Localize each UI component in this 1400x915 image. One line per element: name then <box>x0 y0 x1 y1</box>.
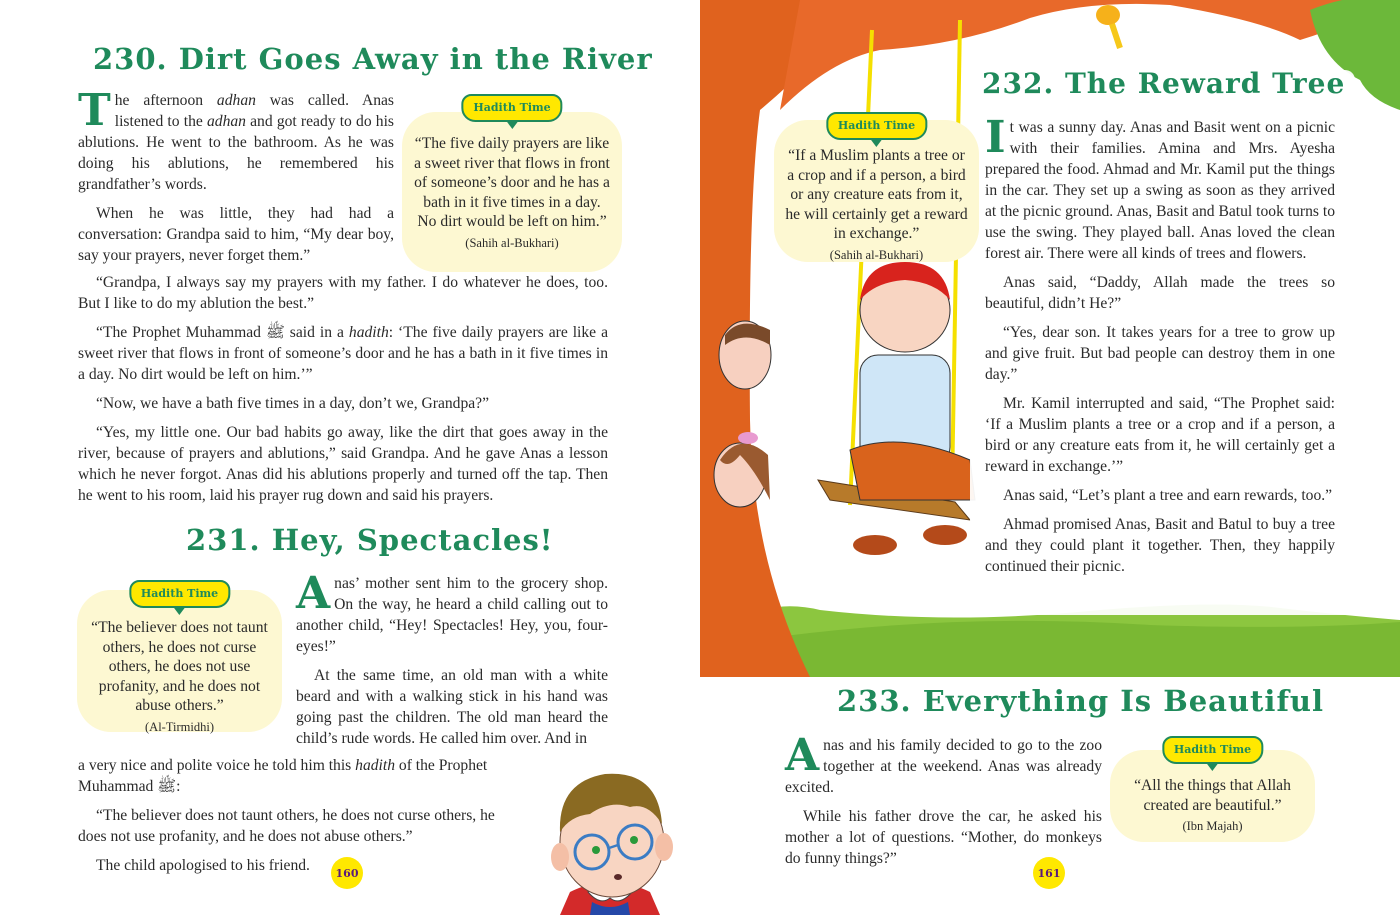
hadith-quote: “The five daily prayers are like a sweet river that flows in front of someone’s door and he has a bath in it five times in a day. No dirt would be left on him.” <box>414 135 610 230</box>
page-number-161: 161 <box>1033 857 1065 889</box>
hadith-source: (Sahih al-Bukhari) <box>465 235 559 250</box>
drop-cap: T <box>78 85 111 136</box>
paragraph: It was a sunny day. Anas and Basit went on a picnic with their families. Amina and Mrs. Ayesha prepared the food. Ahmad and Mr. Kamil put the things in the car. They set up a swing as soon as they arrived at the picnic ground. Anas, Basit and Batul took turns to use the swing. They played ball. Anas loved the clean forest air. There were all kinds of trees and flowers. <box>985 112 1335 262</box>
paragraph: “Grandpa, I always say my prayers with my father. I do whatever he does, too. But I like to do my ablution the best.” <box>78 274 608 312</box>
paragraph: “Now, we have a bath five times in a day, don’t we, Grandpa?” <box>96 395 490 412</box>
boy-with-glasses-illustration <box>530 752 690 915</box>
story-body-232 <box>985 112 1335 585</box>
hadith-box-232 <box>774 120 979 262</box>
drop-cap: A <box>296 568 331 619</box>
paragraph: While his father drove the car, he asked his mother a lot of questions. “Mother, do monkeys do funny things?” <box>785 808 1102 867</box>
hadith-time-badge: Hadith Time <box>1162 736 1263 764</box>
paragraph: The child apologised to his friend. <box>96 857 310 874</box>
paragraph: At the same time, an old man with a white beard and with a walking stick in his hand was going past the children. The old man heard the child’s rude words. He called him over. And in <box>296 667 608 747</box>
story-title-231: 231. Hey, Spectacles! <box>186 523 554 557</box>
drop-cap: I <box>985 112 1006 163</box>
hadith-quote: “The believer does not taunt others, he does not curse others, he does not use profanity, and he does not abuse others.” <box>91 619 268 714</box>
story-body-231-main <box>78 755 518 884</box>
paragraph: Anas said, “Daddy, Allah made the trees so beautiful, didn’t He?” <box>985 274 1335 312</box>
story-body-233 <box>785 730 1102 877</box>
paragraph: Mr. Kamil interrupted and said, “The Prophet said: ‘If a Muslim plants a tree or a crop and if a person, a bird or any creature eats from it, he will certainly get a reward in exchange.’” <box>985 395 1335 475</box>
paragraph: Anas and his family decided to go to the zoo together at the weekend. Anas was already excited. <box>785 730 1102 796</box>
page-number-160: 160 <box>331 857 363 889</box>
story-title-233: 233. Everything Is Beautiful <box>837 684 1325 718</box>
paragraph: “The believer does not taunt others, he does not curse others, he does not use profanity, and he does not abuse others.” <box>78 807 495 845</box>
drop-cap: A <box>785 730 820 781</box>
hadith-source: (Ibn Majah) <box>1182 819 1243 833</box>
paragraph: “Yes, my little one. Our bad habits go away, like the dirt that goes away in the river, because of prayers and ablutions,” said Grandpa. And he gave Anas a lesson which he never forgot. Anas did his ablutions properly and turned off the tap. Then he went to his room, laid his prayer rug down and said his prayers. <box>78 424 608 504</box>
paragraph: “The Prophet Muhammad ﷺ said in a hadith: ‘The five daily prayers are like a sweet river that flows in front of someone’s door and he has a bath in it five times in a day. No dirt would be left on him.’” <box>78 324 609 383</box>
story-body-230-main <box>78 272 608 514</box>
paragraph: Anas said, “Let’s plant a tree and earn rewards, too.” <box>1003 487 1333 504</box>
story-body-231-intro <box>296 568 608 757</box>
hadith-box-233 <box>1110 743 1315 842</box>
paragraph: The afternoon adhan was called. Anas listened to the adhan and got ready to do his ablutions. He went to the bathroom. As he was doing his ablutions, he remembered his grandfather’s words. <box>78 85 395 193</box>
paragraph: “Yes, dear son. It takes years for a tree to grow up and give fruit. But bad people can destroy them in one day.” <box>985 324 1335 383</box>
hadith-source: (Sahih al-Bukhari) <box>829 247 924 262</box>
paragraph: a very nice and polite voice he told him this hadith of the Prophet Muhammad ﷺ: <box>78 757 488 795</box>
hadith-time-badge: Hadith Time <box>461 94 562 122</box>
right-page <box>700 0 1400 915</box>
hadith-quote: “All the things that Allah created are beautiful.” <box>1134 777 1291 814</box>
story-body-230-intro <box>78 85 395 274</box>
hadith-source: (Al-Tirmidhi) <box>145 719 214 734</box>
paragraph: Ahmad promised Anas, Basit and Batul to buy a tree and they could plant it together. Then, they happily continued their picnic. <box>985 516 1335 575</box>
story-title-232: 232. The Reward Tree <box>982 67 1346 100</box>
hadith-box-231 <box>77 587 282 734</box>
paragraph: Anas’ mother sent him to the grocery shop. On the way, he heard a child calling out to another child, “Hey! Spectacles! Hey, you, four-eyes!” <box>296 568 608 655</box>
hadith-box-230 <box>402 101 622 272</box>
hadith-quote: “If a Muslim plants a tree or a crop and if a person, a bird or any creature eats from it, he will certainly get a reward in exchange.” <box>785 147 968 242</box>
paragraph: When he was little, they had had a conversation: Grandpa said to him, “My dear boy, say your prayers, never forget them.” <box>78 205 394 264</box>
hadith-time-badge: Hadith Time <box>129 580 230 608</box>
story-title-230: 230. Dirt Goes Away in the River <box>93 42 653 76</box>
hadith-time-badge: Hadith Time <box>826 112 927 140</box>
